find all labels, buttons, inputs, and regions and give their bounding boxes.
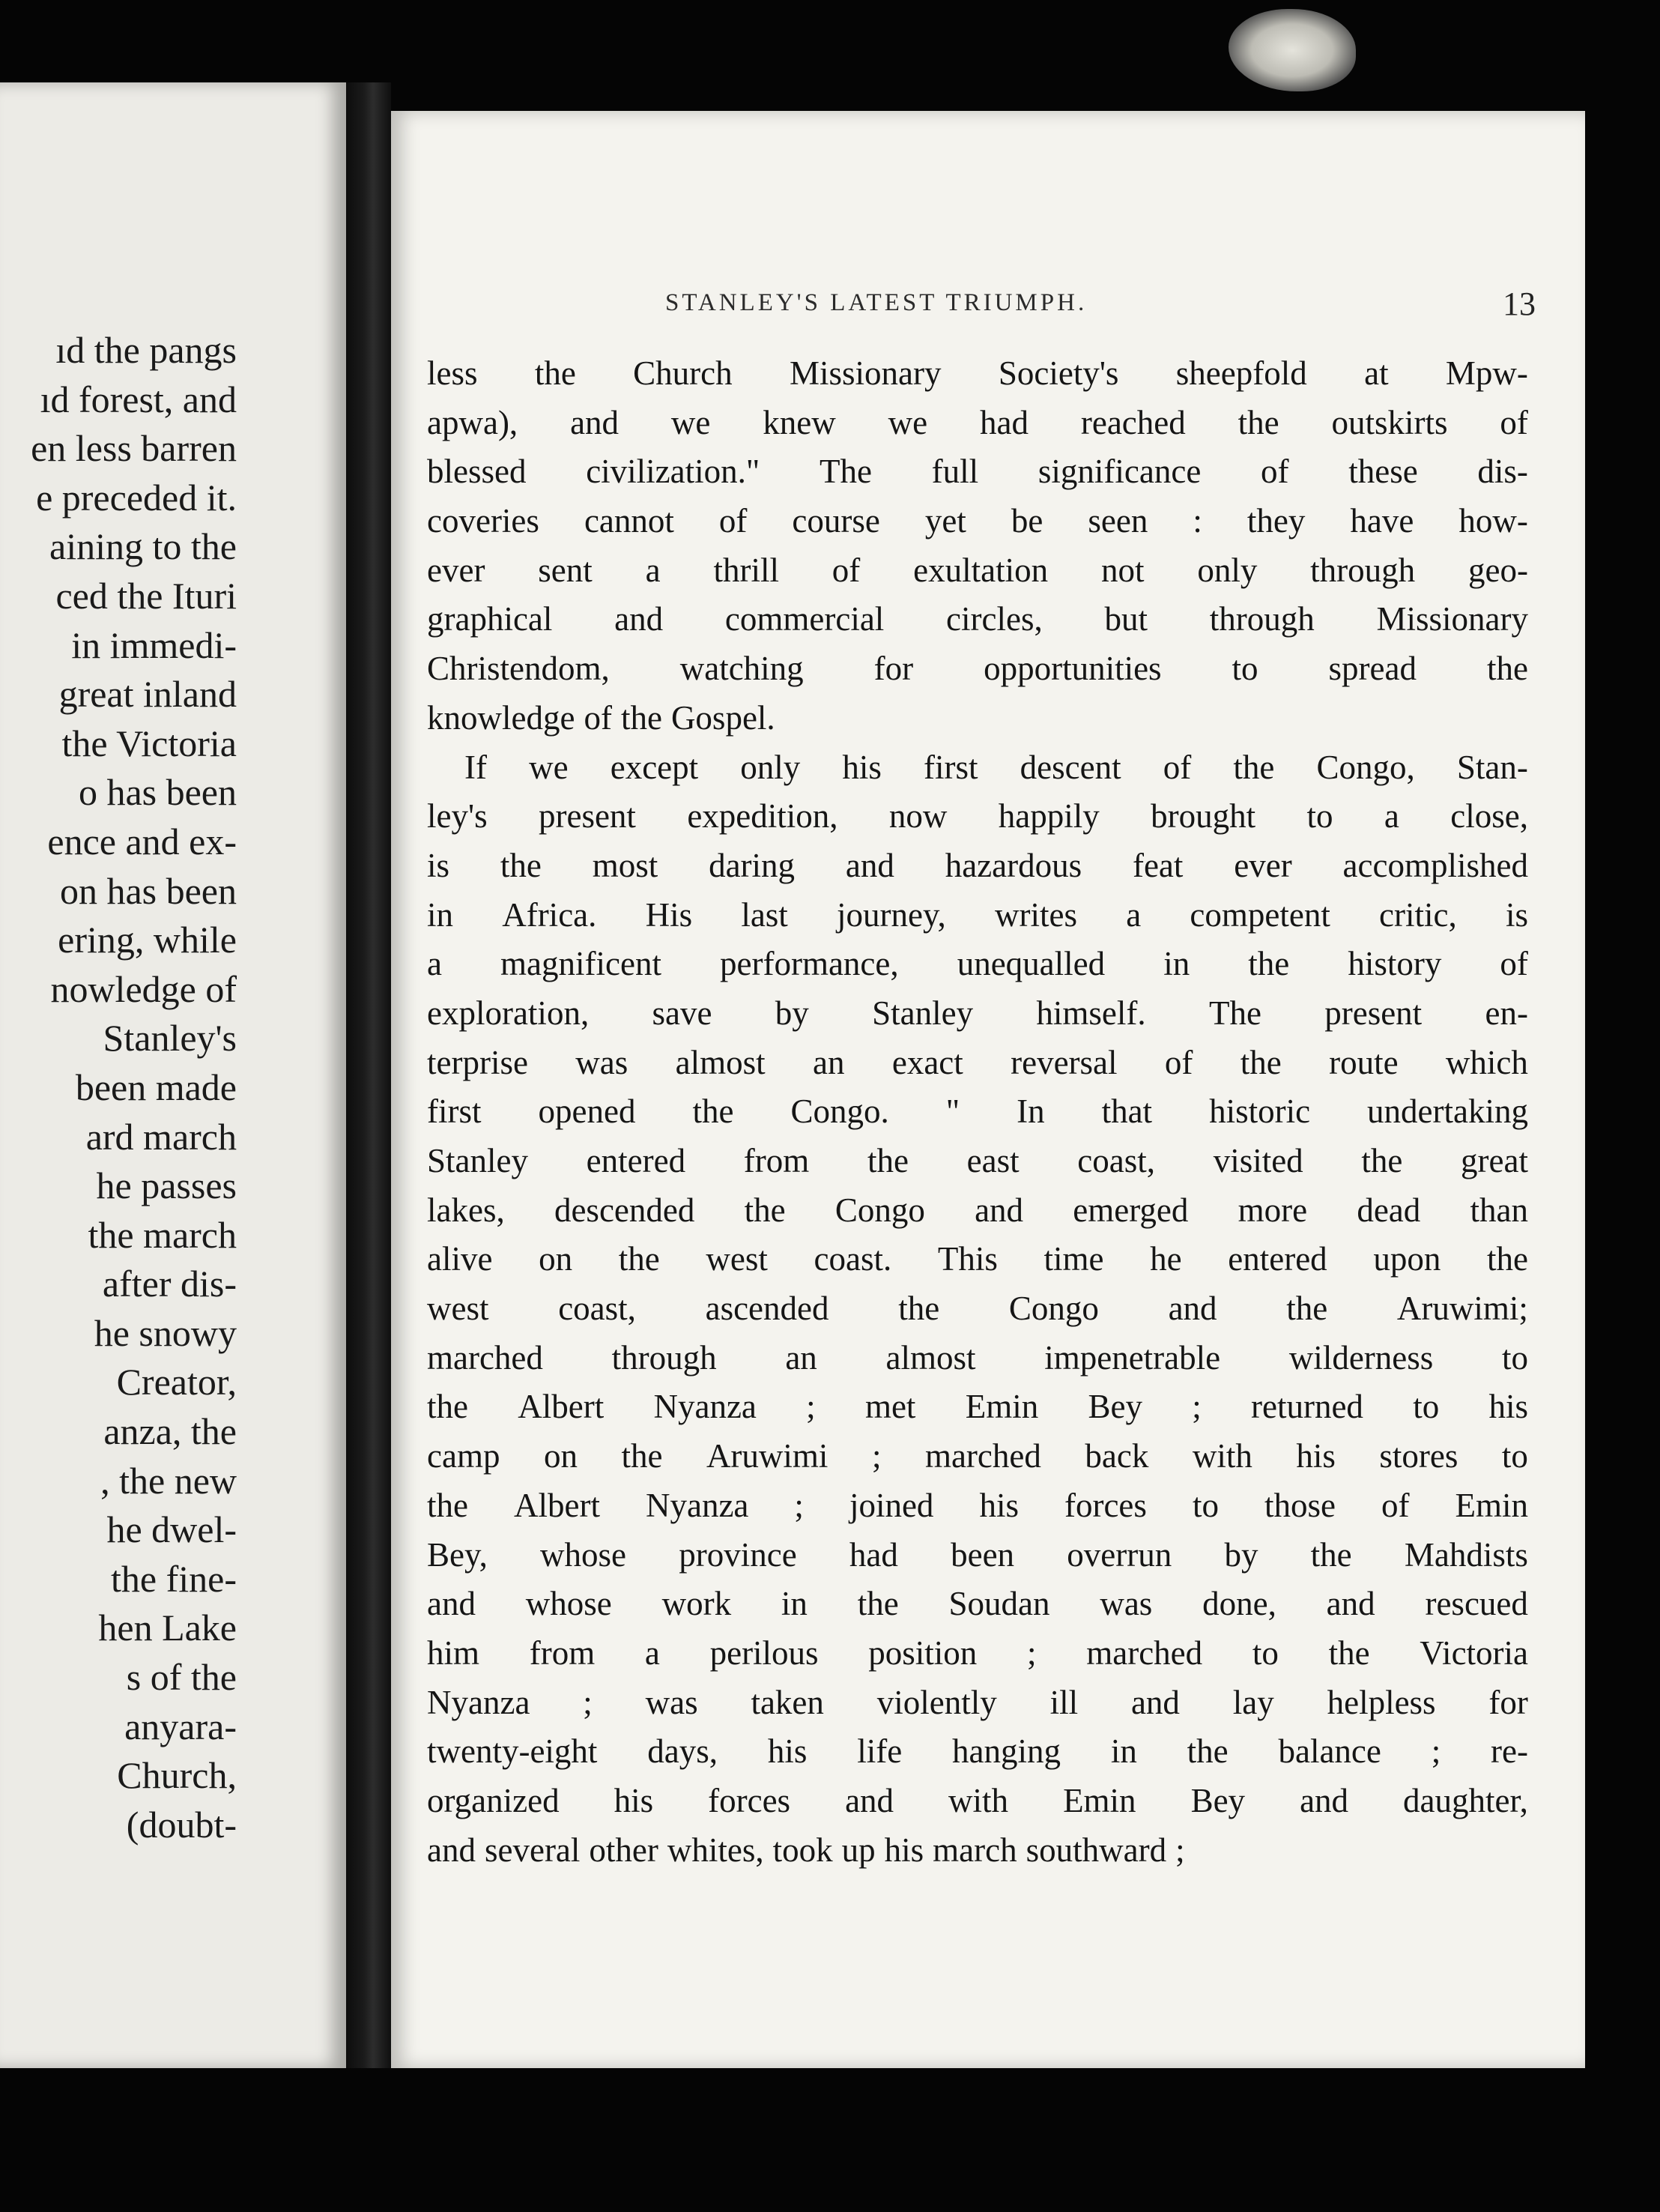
left-page-line: in immedi- xyxy=(71,623,237,666)
left-page-line: aining to the xyxy=(49,525,237,568)
text-line: west coast, ascended the Congo and the Aruwimi; xyxy=(427,1290,1528,1328)
left-page-fragment xyxy=(0,82,346,2068)
text-line: ever sent a thrill of exultation not only through geo- xyxy=(427,551,1528,589)
left-page-line: e preceded it. xyxy=(36,476,237,519)
text-line: blessed civilization." The full significance of these dis- xyxy=(427,453,1528,491)
text-line: If we except only his first descent of the Congo, Stan- xyxy=(464,748,1528,786)
text-line: exploration, save by Stanley himself. The present en- xyxy=(427,994,1528,1032)
text-line: coveries cannot of course yet be seen : they have how- xyxy=(427,502,1528,540)
right-page xyxy=(391,111,1585,2068)
left-page-line: o has been xyxy=(78,771,237,814)
left-page-line: ıd the pangs xyxy=(55,329,237,371)
left-page-line: Church, xyxy=(117,1754,237,1797)
text-line: terprise was almost an exact reversal of the route which xyxy=(427,1043,1528,1081)
text-line: the Albert Nyanza ; met Emin Bey ; returned to his xyxy=(427,1388,1528,1426)
left-page-line: ering, while xyxy=(58,919,237,961)
left-page-line: ced the Ituri xyxy=(55,574,237,617)
book-gutter xyxy=(346,82,391,2068)
left-page-line: ıd forest, and xyxy=(40,378,237,420)
left-page-line: after dis- xyxy=(102,1263,237,1305)
text-line: lakes, descended the Congo and emerged more dead than xyxy=(427,1191,1528,1229)
text-line: Nyanza ; was taken violently ill and lay helpless for xyxy=(427,1683,1528,1721)
text-line: apwa), and we knew we had reached the outskirts of xyxy=(427,403,1528,441)
text-line: Stanley entered from the east coast, visited the great xyxy=(427,1142,1528,1179)
left-page-line: hen Lake xyxy=(98,1607,237,1649)
left-page-line: the march xyxy=(88,1213,237,1256)
text-line: Bey, whose province had been overrun by the Mahdists xyxy=(427,1535,1528,1574)
left-page-line: (doubt- xyxy=(126,1803,237,1846)
left-page-line: Creator, xyxy=(116,1361,237,1403)
text-line: alive on the west coast. This time he entered upon the xyxy=(427,1240,1528,1278)
left-page-line: Stanley's xyxy=(103,1017,237,1060)
left-page-line: ence and ex- xyxy=(47,820,237,862)
text-line: the Albert Nyanza ; joined his forces to those of Emin xyxy=(427,1486,1528,1524)
text-line: ley's present expedition, now happily brought to a close, xyxy=(427,797,1528,835)
body-text xyxy=(427,349,1528,1875)
left-page-line: great inland xyxy=(58,673,237,716)
text-line: marched through an almost impenetrable wilderness to xyxy=(427,1338,1528,1377)
left-page-line: been made xyxy=(75,1066,237,1108)
text-line: is the most daring and hazardous feat ever accomplished xyxy=(427,846,1528,884)
text-line: and several other whites, took up his march southward ; xyxy=(427,1831,1185,1869)
left-page-line: anza, the xyxy=(103,1410,237,1453)
text-line: him from a perilous position ; marched to the Victoria xyxy=(427,1634,1528,1672)
text-line: knowledge of the Gospel. xyxy=(427,698,775,737)
left-page-line: , the new xyxy=(100,1459,237,1502)
left-page-line: he passes xyxy=(96,1164,237,1207)
text-line: camp on the Aruwimi ; marched back with his stores to xyxy=(427,1437,1528,1475)
left-page-line: nowledge of xyxy=(50,967,237,1010)
left-page-line: he dwel- xyxy=(106,1508,237,1551)
text-line: a magnificent performance, unequalled in the history of xyxy=(427,945,1528,983)
text-line: organized his forces and with Emin Bey and daughter, xyxy=(427,1781,1528,1819)
text-line: graphical and commercial circles, but through Missionary xyxy=(427,600,1528,638)
left-page-line: s of the xyxy=(126,1656,237,1699)
left-page-line: the fine- xyxy=(111,1557,237,1600)
text-line: Christendom, watching for opportunities to spread the xyxy=(427,650,1528,688)
left-page-line: en less barren xyxy=(31,427,237,470)
left-page-line: anyara- xyxy=(124,1705,237,1747)
text-line: first opened the Congo. " In that historic undertaking xyxy=(427,1093,1528,1131)
text-line: twenty-eight days, his life hanging in the balance ; re- xyxy=(427,1732,1528,1771)
left-page-text xyxy=(0,326,237,1849)
text-line: less the Church Missionary Society's sheepfold at Mpw- xyxy=(427,354,1528,392)
left-page-line: ard march xyxy=(85,1115,237,1158)
left-page-line: the Victoria xyxy=(61,722,237,764)
running-head: STANLEY'S LATEST TRIUMPH. xyxy=(665,289,1088,316)
text-line: in Africa. His last journey, writes a competent critic, is xyxy=(427,895,1528,934)
text-line: and whose work in the Soudan was done, and rescued xyxy=(427,1585,1528,1623)
left-page-line: on has been xyxy=(59,869,237,912)
left-page-line: he snowy xyxy=(94,1311,237,1354)
page-number: 13 xyxy=(1503,285,1536,322)
page-damage-stain xyxy=(1229,9,1356,91)
